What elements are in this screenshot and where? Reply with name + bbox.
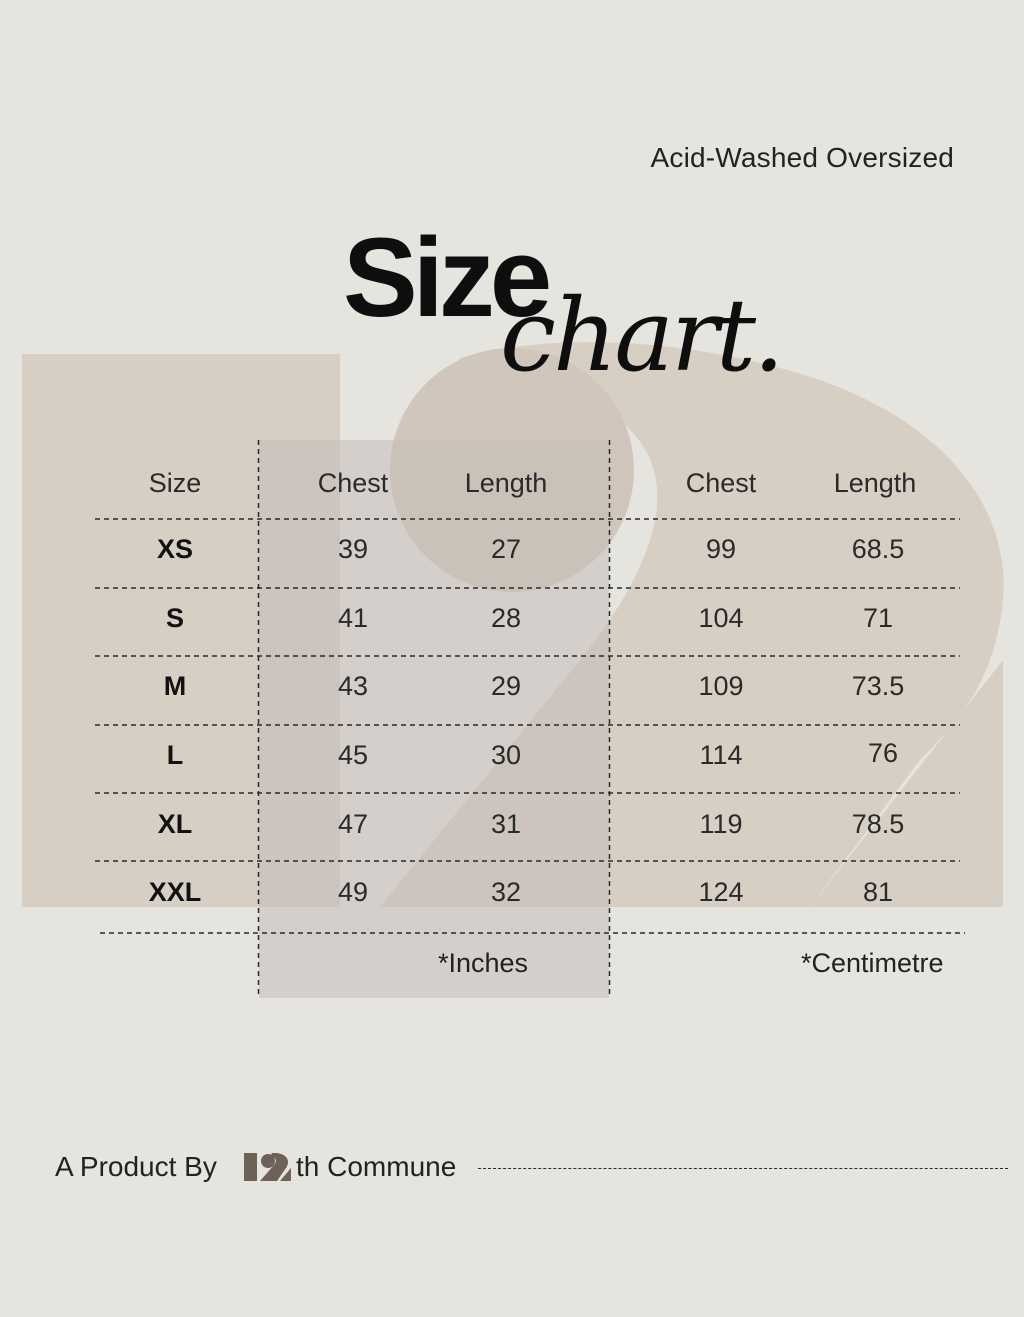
- table-cell-chest-cm: 109: [698, 671, 744, 701]
- table-cell-length-in: 27: [490, 534, 522, 564]
- table-cell-length-cm: 73.5: [851, 671, 905, 701]
- unit-label-centimetre: *Centimetre: [801, 948, 944, 978]
- header-size: Size: [148, 468, 202, 498]
- table-cell-length-cm: 78.5: [851, 809, 905, 839]
- table-cell-chest-cm: 99: [705, 534, 737, 564]
- table-cell-length-in: 30: [490, 740, 522, 770]
- table-cell-length-cm: 81: [862, 877, 894, 907]
- table-cell-length-in: 29: [490, 671, 522, 701]
- product-name: Acid-Washed Oversized: [650, 142, 954, 173]
- table-row-size: XS: [156, 534, 194, 564]
- header-length-inches: Length: [464, 468, 548, 498]
- table-cell-chest-in: 43: [337, 671, 369, 701]
- table-cell-length-in: 28: [490, 603, 522, 633]
- table-cell-chest-in: 45: [337, 740, 369, 770]
- header-chest-inches: Chest: [317, 468, 389, 498]
- table-cell-chest-cm: 104: [698, 603, 744, 633]
- table-row-size: XL: [157, 809, 193, 839]
- table-row-size: XXL: [148, 877, 202, 907]
- page-title: Size: [343, 215, 548, 340]
- table-row-size: L: [166, 740, 184, 770]
- table-cell-chest-in: 47: [337, 809, 369, 839]
- table-cell-chest-cm: 119: [699, 809, 743, 839]
- page-title-script: chart.: [500, 277, 782, 394]
- table-cell-chest-cm: 124: [698, 877, 744, 907]
- table-cell-length-cm: 76: [867, 738, 899, 768]
- table-cell-chest-in: 41: [337, 603, 369, 633]
- footer-brand-name: th Commune: [296, 1151, 457, 1182]
- unit-label-inches: *Inches: [438, 948, 529, 978]
- table-cell-length-cm: 71: [862, 603, 894, 633]
- table-cell-chest-in: 39: [337, 534, 369, 564]
- footer-divider: [478, 1168, 1008, 1169]
- table-cell-chest-in: 49: [337, 877, 369, 907]
- footer-label: A Product By: [55, 1151, 217, 1182]
- header-length-cm: Length: [833, 468, 917, 498]
- header-chest-cm: Chest: [685, 468, 757, 498]
- table-cell-length-cm: 68.5: [851, 534, 905, 564]
- table-row-size: M: [163, 671, 187, 701]
- table-row-size: S: [165, 603, 185, 633]
- brand-logo-icon: [244, 1153, 292, 1181]
- table-cell-length-in: 31: [490, 809, 522, 839]
- table-cell-chest-cm: 114: [699, 740, 743, 770]
- table-cell-length-in: 32: [490, 877, 522, 907]
